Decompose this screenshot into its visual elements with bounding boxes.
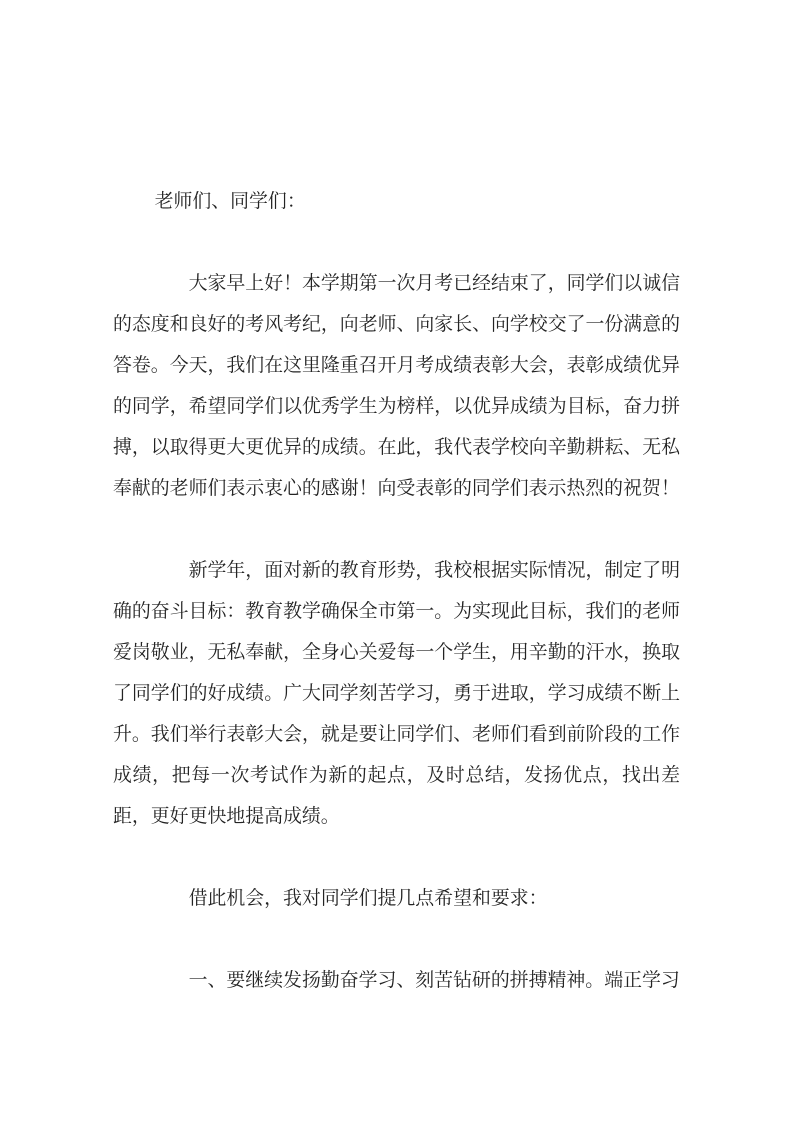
paragraph-greeting-and-thanks: 大家早上好！本学期第一次月考已经结束了，同学们以诚信的态度和良好的考风考纪，向老师、向家长、向学校交了一份满意的答卷。今天，我们在这里隆重召开月考成绩表彰大会，表彰成绩优异的同学，希望同学们以优秀学生为榜样，以优异成绩为目标，奋力拼搏，以取得更大更优异的成绩。在此，我代表学校向辛勤耕耘、无私奉献的老师们表示衷心的感谢！向受表彰的同学们表示热烈的祝贺！	[113, 273, 680, 499]
paragraph-point-one: 一、要继续发扬勤奋学习、刻苦钻研的拼搏精神。端正学习	[188, 970, 680, 991]
salutation-line: 老师们、同学们：	[154, 191, 306, 212]
paragraph-hopes-intro: 借此机会，我对同学们提几点希望和要求：	[188, 888, 548, 909]
document-content	[113, 181, 680, 1001]
paragraph-school-goals: 新学年，面对新的教育形势，我校根据实际情况，制定了明确的奋斗目标：教育教学确保全市第一。为实现此目标，我们的老师爱岗敬业，无私奉献，全身心关爱每一个学生，用辛勤的汗水，换取了同学们的好成绩。广大同学刻苦学习，勇于进取，学习成绩不断上升。我们举行表彰大会，就是要让同学们、老师们看到前阶段的工作成绩，把每一次考试作为新的起点，及时总结，发扬优点，找出差距，更好更快地提高成绩。	[113, 560, 680, 827]
